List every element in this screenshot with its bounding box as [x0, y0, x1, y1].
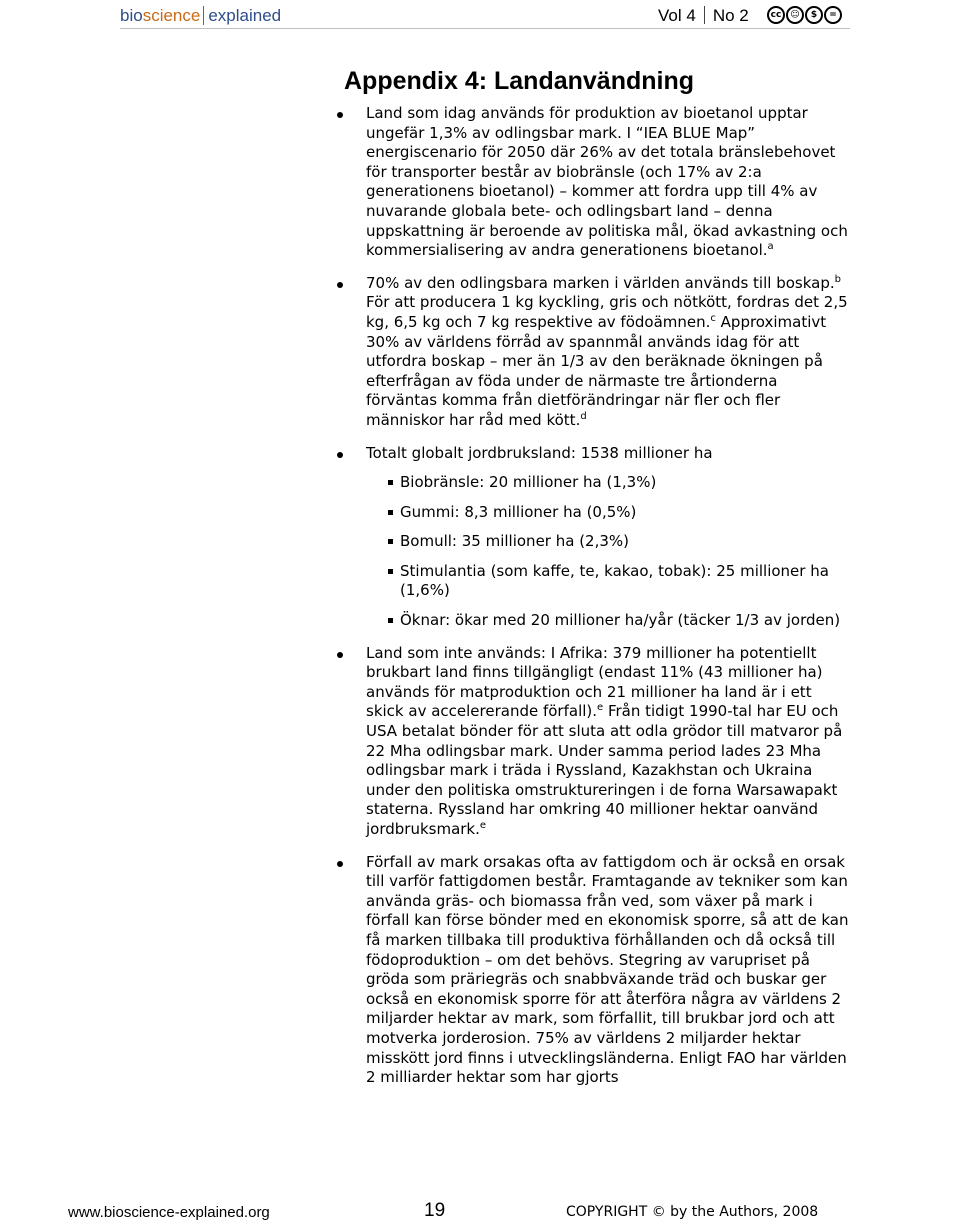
- square-bullet-icon: [388, 480, 393, 485]
- item-text: För att producera 1 kg kyckling, gris och nötkött, fordras det 2,5 kg, 6,5 kg och 7 kg respektive av födoämnen.: [366, 293, 848, 331]
- cc-icon: cc: [767, 6, 785, 24]
- bullet-icon: [337, 112, 343, 118]
- square-bullet-icon: [388, 569, 393, 574]
- item-text: Approximativt 30% av världens förråd av spannmål används idag för att utfordra boskap – mer än 1/3 av den beräknade ökningen på efterfrågan av föda under de närmaste tre årtionderna förväntas komma från dietförändringar när fler och fler människor har råd med kött.: [366, 312, 827, 429]
- brand-explained: explained: [203, 6, 281, 25]
- list-item: [332, 853, 852, 1088]
- page-footer: [0, 1200, 960, 1224]
- list-item: [332, 444, 852, 631]
- bullet-icon: [337, 652, 343, 658]
- item-text: Från tidigt 1990-tal har EU och USA betalat bönder för att sluta att odla grödor till matvaror på 22 Mha odlingsbar mark. Under samma period lades 23 Mha odlingsbar mark i träda i Ryssland, Kazakhstan och Ukraina under den politiska omstruktureringen i de forna Warsawapakt staterna. Ryssland har omkring 40 millioner hektar oanvänd jordbruksmark.: [366, 702, 843, 838]
- list-item: [332, 644, 852, 840]
- by-icon: ☺: [786, 6, 804, 24]
- sub-item-text: Bomull: 35 millioner ha (2,3%): [400, 532, 630, 551]
- sub-list-item: [384, 473, 852, 493]
- footnote-ref: e: [597, 702, 604, 714]
- issue-label: No 2: [712, 6, 749, 25]
- item-text: Land som idag används för produktion av bioetanol upptar ungefär 1,3% av odlingsbar mark. I “IEA BLUE Map” energiscenario för 2050 där 26% av det totala bränslebehovet för transporter består av biobränsle (och 17% av 2:a generationens bioetanol) – kommer att fordra upp till 4% av nuvarande globala bete- och odlingsbart land – denna uppskattning är beroende av politiska mål, ökad avkastning och kommersialisering av andra generationens bioetanol.: [366, 104, 848, 260]
- footnote-ref: c: [710, 312, 716, 324]
- sub-list-item: [384, 503, 852, 523]
- page-number: 19: [424, 1200, 446, 1221]
- list-item: [332, 274, 852, 431]
- volume-issue: [658, 4, 749, 28]
- footnote-ref: d: [580, 410, 587, 422]
- bullet-icon: [337, 282, 343, 288]
- square-bullet-icon: [388, 539, 393, 544]
- page-title: Appendix 4: Landanvändning: [344, 67, 695, 95]
- copyright-notice: COPYRIGHT © by the Authors, 2008: [566, 1204, 819, 1220]
- bullet-icon: [337, 861, 343, 867]
- item-text: Totalt globalt jordbruksland: 1538 millioner ha: [366, 443, 713, 462]
- sub-item-text: Gummi: 8,3 millioner ha (0,5%): [400, 502, 637, 521]
- bullet-icon: [337, 452, 343, 458]
- header-divider: [704, 6, 705, 24]
- item-text: Land som inte används: I Afrika: 379 millioner ha potentiellt brukbart land finns tillgängligt (endast 11% (43 millioner ha) används för matproduktion och 21 millioner ha land är i ett skick av accelererande förfall).: [366, 643, 823, 721]
- item-text: 70% av den odlingsbara marken i världen används till boskap.: [366, 273, 835, 292]
- creative-commons-badges: [767, 6, 842, 24]
- square-bullet-icon: [388, 618, 393, 623]
- sub-list-item: [384, 532, 852, 552]
- main-content: [332, 104, 852, 1101]
- square-bullet-icon: [388, 510, 393, 515]
- page-header: [120, 4, 850, 29]
- footer-url: www.bioscience-explained.org: [68, 1204, 270, 1221]
- sub-list-item: [384, 611, 852, 631]
- brand-bio: bio: [120, 6, 143, 25]
- sub-item-text: Stimulantia (som kaffe, te, kakao, tobak): 25 millioner ha (1,6%): [400, 561, 829, 600]
- footnote-ref: e: [479, 820, 487, 831]
- nd-icon: =: [824, 6, 842, 24]
- sub-item-text: Öknar: ökar med 20 millioner ha/yår (täcker 1/3 av jorden): [400, 611, 841, 630]
- sub-list-item: [384, 562, 852, 601]
- journal-brand: [120, 4, 281, 28]
- footnote-ref: a: [767, 241, 774, 253]
- brand-science: science: [142, 6, 201, 25]
- footnote-ref: b: [834, 273, 841, 285]
- item-text: Förfall av mark orsakas ofta av fattigdom och är också en orsak till varför fattigdomen består. Framtagande av tekniker som kan använda gräs- och biomassa från ved, som växer på mark i förfall kan förse bönder med en ekonomisk sporre, så att de kan få marken tillbaka till produktiva förhållanden och då också till födoproduktion – om det behövs. Stegring av varupriset på gröda som präriegräs och snabbväxande träd och buskar ger också en ekonomisk sporre för att återföra några av världens 2 miljarder hektar av mark, som förfallit, till brukbar jord och att motverka jorderosion. 75% av världens 2 miljarder hektar misskött jord finns i utvecklingsländerna. Enligt FAO har världen 2 milliarder hektar som har gjorts: [366, 852, 849, 1087]
- nc-icon: $: [805, 6, 823, 24]
- list-item: [332, 104, 852, 261]
- volume-label: Vol 4: [658, 6, 696, 25]
- sub-item-text: Biobränsle: 20 millioner ha (1,3%): [400, 473, 657, 492]
